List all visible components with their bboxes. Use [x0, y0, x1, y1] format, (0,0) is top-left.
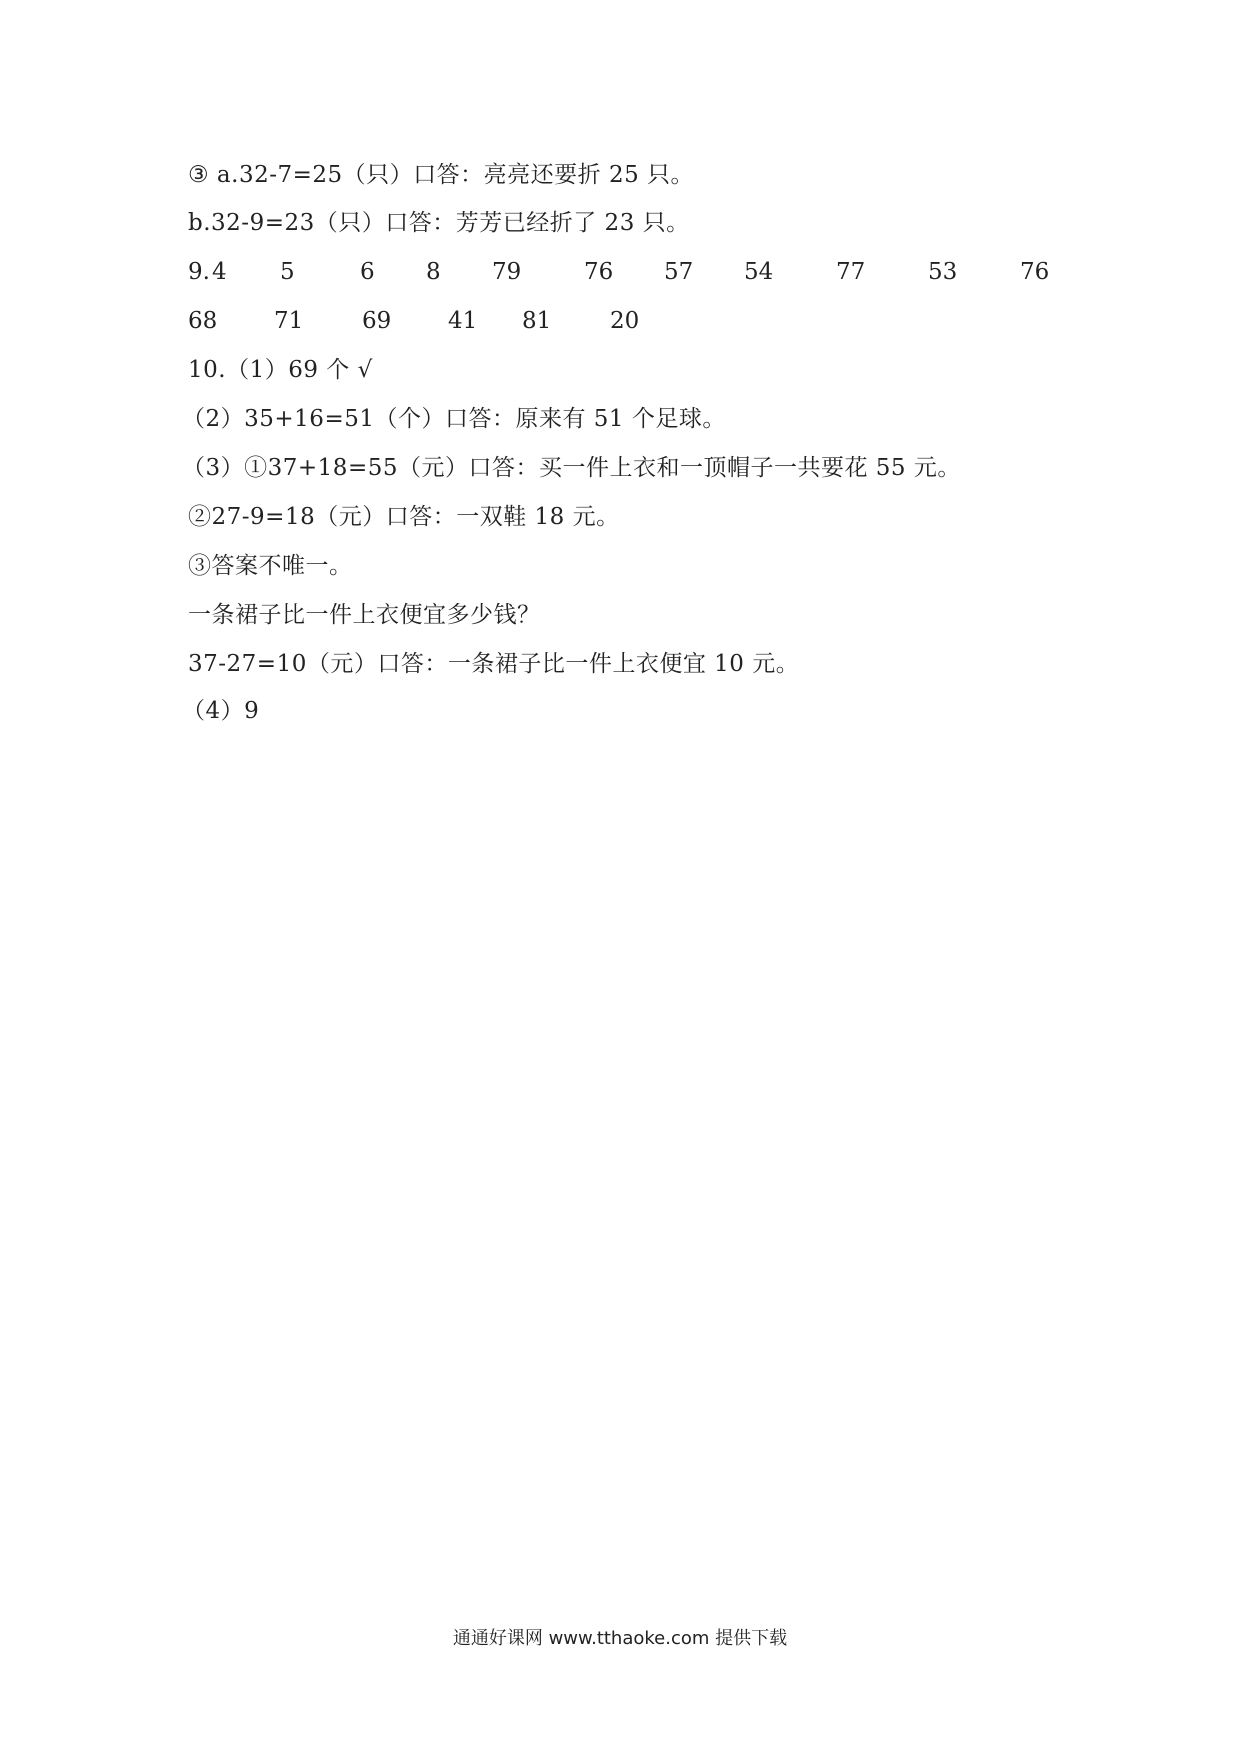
q9-value: 4 — [212, 259, 227, 285]
answer-q10-3b: ②27-9=18（元）口答：一双鞋 18 元。 — [188, 504, 620, 530]
q9-value: 6 — [360, 259, 375, 285]
answer-q10-1: 10.（1）69 个 √ — [188, 357, 373, 383]
q9-value: 57 — [664, 259, 694, 285]
q9-value: 76 — [584, 259, 614, 285]
answer-q10-3d: 一条裙子比一件上衣便宜多少钱？ — [188, 602, 541, 628]
q9-value: 5 — [280, 259, 295, 285]
answer-q10-3e: 37-27=10（元）口答：一条裙子比一件上衣便宜 10 元。 — [188, 651, 800, 677]
q9-value: 54 — [744, 259, 774, 285]
q9-value: 77 — [836, 259, 866, 285]
answer-line-3a: ③ a.32-7=25（只）口答：亮亮还要折 25 只。 — [188, 162, 695, 188]
answer-q10-3c: ③答案不唯一。 — [188, 553, 353, 579]
q9-value: 8 — [426, 259, 441, 285]
answer-q10-3a: （3）①37+18=55（元）口答：买一件上衣和一顶帽子一共要花 55 元。 — [182, 455, 961, 481]
q9-label: 9. — [188, 259, 210, 285]
q9-value: 81 — [522, 308, 552, 334]
q9-value: 41 — [448, 308, 478, 334]
q9-value: 79 — [492, 259, 522, 285]
q9-value: 68 — [188, 308, 218, 334]
q9-value: 20 — [610, 308, 640, 334]
q9-value: 53 — [928, 259, 958, 285]
q9-row-2 — [188, 306, 688, 336]
q9-value: 69 — [362, 308, 392, 334]
q9-value: 76 — [1020, 259, 1050, 285]
answer-q10-2: （2）35+16=51（个）口答：原来有 51 个足球。 — [182, 406, 726, 432]
footer-credit: 通通好课网 www.tthaoke.com 提供下载 — [452, 1628, 788, 1649]
answer-q10-4: （4）9 — [182, 698, 260, 724]
q9-value: 71 — [274, 308, 304, 334]
q9-row-1 — [188, 257, 1088, 287]
answer-line-3b: b.32-9=23（只）口答：芳芳已经折了 23 只。 — [188, 210, 690, 236]
